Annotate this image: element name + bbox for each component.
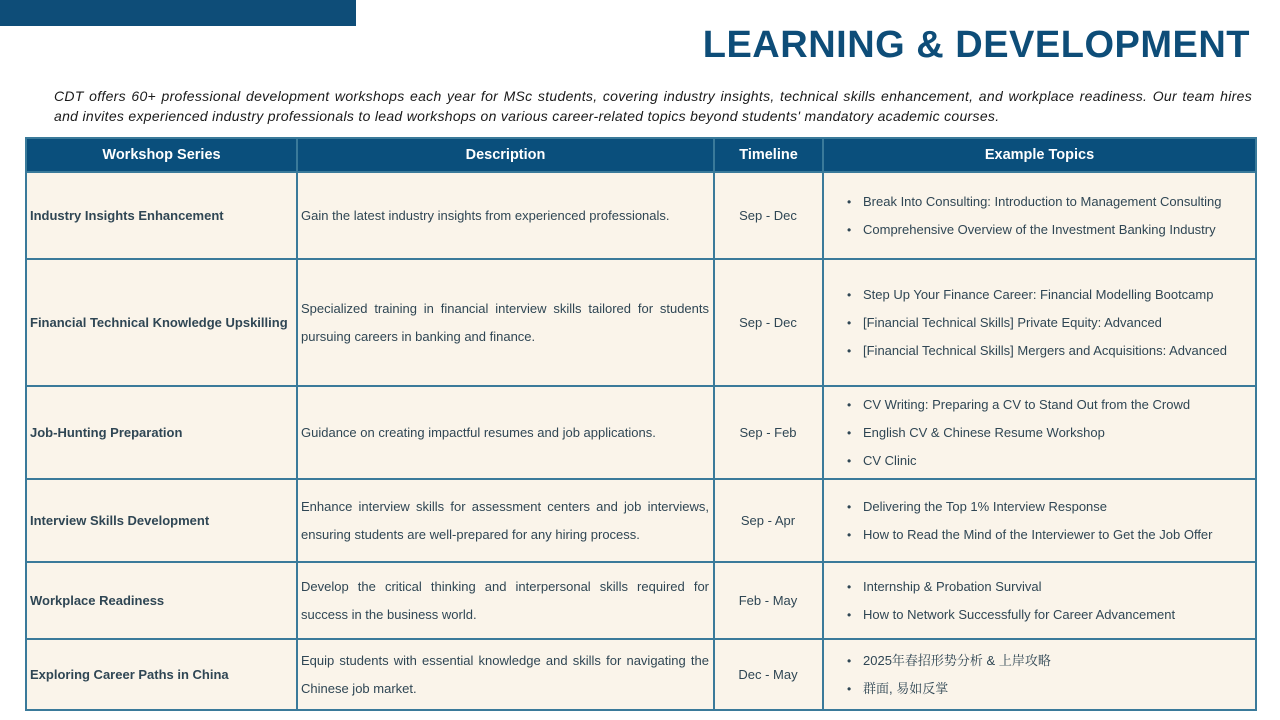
timeline-cell: Feb - May	[714, 562, 823, 639]
accent-bar	[0, 0, 356, 26]
description-cell: Enhance interview skills for assessment centers and job interviews, ensuring students are well-prepared for any hiring process.	[297, 479, 714, 562]
topics-list	[827, 493, 1251, 549]
topics-cell	[823, 259, 1256, 386]
series-cell: Financial Technical Knowledge Upskilling	[26, 259, 297, 386]
series-cell: Job-Hunting Preparation	[26, 386, 297, 479]
series-cell: Exploring Career Paths in China	[26, 639, 297, 710]
topic-item: • 2025年春招形势分析 & 上岸攻略	[841, 647, 1251, 675]
page-title: LEARNING & DEVELOPMENT	[702, 24, 1250, 66]
series-cell: Workplace Readiness	[26, 562, 297, 639]
topic-item: • 群面, 易如反掌	[841, 675, 1251, 703]
timeline-cell: Sep - Dec	[714, 172, 823, 259]
column-header-series: Workshop Series	[26, 138, 297, 172]
table-row	[26, 562, 1256, 639]
topic-item: • English CV & Chinese Resume Workshop	[841, 419, 1251, 447]
timeline-cell: Sep - Dec	[714, 259, 823, 386]
topics-cell	[823, 479, 1256, 562]
workshop-table	[25, 137, 1257, 711]
table-row	[26, 386, 1256, 479]
series-cell: Industry Insights Enhancement	[26, 172, 297, 259]
description-cell: Equip students with essential knowledge and skills for navigating the Chinese job market.	[297, 639, 714, 710]
topic-item: • CV Clinic	[841, 447, 1251, 475]
table-row	[26, 639, 1256, 710]
intro-paragraph: CDT offers 60+ professional development workshops each year for MSc students, covering industry insights, technical skills enhancement, and workplace readiness. Our team hires and invites experienced industry professionals to lead workshops on various career-related topics beyond students' mandatory academic courses.	[54, 88, 1252, 124]
topics-cell	[823, 172, 1256, 259]
timeline-cell: Sep - Feb	[714, 386, 823, 479]
table-row	[26, 259, 1256, 386]
topics-list	[827, 647, 1251, 703]
topic-item: • How to Read the Mind of the Interviewer to Get the Job Offer	[841, 521, 1251, 549]
description-cell: Gain the latest industry insights from experienced professionals.	[297, 172, 714, 259]
timeline-cell: Dec - May	[714, 639, 823, 710]
timeline-cell: Sep - Apr	[714, 479, 823, 562]
topic-item: • Break Into Consulting: Introduction to Management Consulting	[841, 188, 1251, 216]
table-row	[26, 172, 1256, 259]
description-cell: Guidance on creating impactful resumes and job applications.	[297, 386, 714, 479]
topic-item: • Step Up Your Finance Career: Financial Modelling Bootcamp	[841, 281, 1251, 309]
topic-item: • Internship & Probation Survival	[841, 573, 1251, 601]
description-cell: Develop the critical thinking and interpersonal skills required for success in the business world.	[297, 562, 714, 639]
column-header-timeline: Timeline	[714, 138, 823, 172]
topic-item: • [Financial Technical Skills] Private Equity: Advanced	[841, 309, 1251, 337]
topics-cell	[823, 386, 1256, 479]
topics-cell	[823, 562, 1256, 639]
topics-list	[827, 188, 1251, 244]
topic-item: • [Financial Technical Skills] Mergers and Acquisitions: Advanced	[841, 337, 1251, 365]
column-header-topics: Example Topics	[823, 138, 1256, 172]
topic-item: • Delivering the Top 1% Interview Response	[841, 493, 1251, 521]
table-header-row	[26, 138, 1256, 172]
topics-cell	[823, 639, 1256, 710]
topic-item: • How to Network Successfully for Career Advancement	[841, 601, 1251, 629]
description-cell: Specialized training in financial interview skills tailored for students pursuing careers in banking and finance.	[297, 259, 714, 386]
topics-list	[827, 281, 1251, 365]
topics-list	[827, 391, 1251, 475]
topic-item: • CV Writing: Preparing a CV to Stand Out from the Crowd	[841, 391, 1251, 419]
topics-list	[827, 573, 1251, 629]
table-row	[26, 479, 1256, 562]
column-header-description: Description	[297, 138, 714, 172]
series-cell: Interview Skills Development	[26, 479, 297, 562]
topic-item: • Comprehensive Overview of the Investment Banking Industry	[841, 216, 1251, 244]
